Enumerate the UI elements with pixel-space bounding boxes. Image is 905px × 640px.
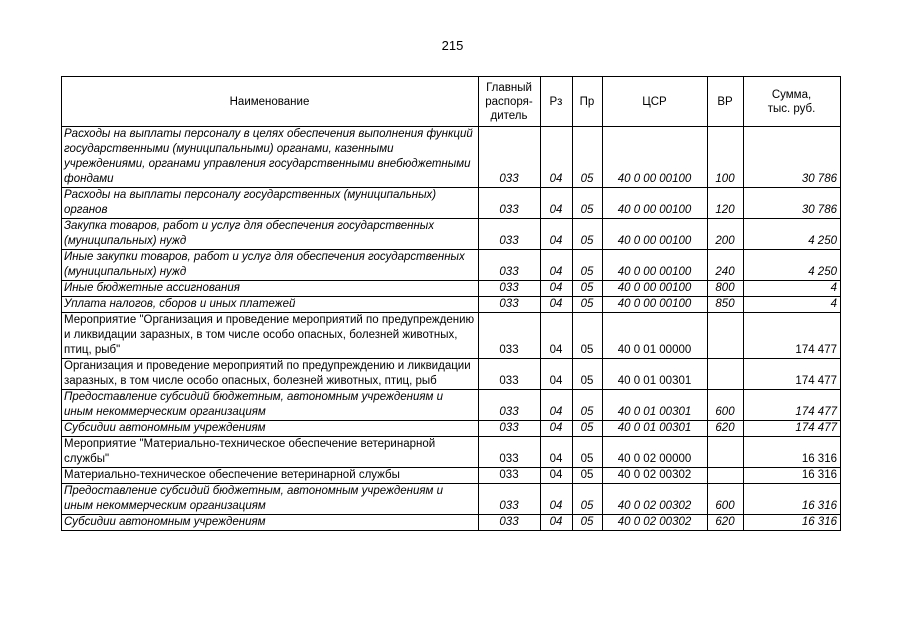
cell-sum: 30 786 (744, 127, 841, 188)
cell-rz: 04 (541, 468, 573, 484)
cell-main-manager: 033 (479, 468, 541, 484)
table-row (62, 390, 841, 421)
table-row (62, 219, 841, 250)
cell-name: Субсидии автономным учреждениям (62, 421, 479, 437)
cell-csr: 40 0 02 00302 (603, 484, 708, 515)
cell-csr: 40 0 02 00302 (603, 515, 708, 531)
header-main-manager-line-3: дитель (490, 109, 528, 122)
cell-sum: 174 477 (744, 421, 841, 437)
cell-main-manager: 033 (479, 515, 541, 531)
cell-sum: 4 250 (744, 250, 841, 281)
header-main-manager-line-2: распоря- (485, 95, 533, 108)
cell-rz: 04 (541, 188, 573, 219)
header-csr: ЦСР (603, 77, 708, 127)
cell-pr: 05 (573, 281, 603, 297)
cell-pr: 05 (573, 515, 603, 531)
cell-csr: 40 0 00 00100 (603, 250, 708, 281)
cell-name: Мероприятие "Материально-техническое обеспечение ветеринарной службы" (62, 437, 479, 468)
cell-vr: 200 (708, 219, 744, 250)
cell-main-manager: 033 (479, 127, 541, 188)
cell-vr: 600 (708, 390, 744, 421)
cell-pr: 05 (573, 250, 603, 281)
cell-csr: 40 0 00 00100 (603, 219, 708, 250)
cell-pr: 05 (573, 188, 603, 219)
header-row (62, 77, 841, 127)
header-sum-line-2: тыс. руб. (767, 102, 816, 115)
cell-rz: 04 (541, 515, 573, 531)
cell-name: Материально-техническое обеспечение ветеринарной службы (62, 468, 479, 484)
cell-sum: 4 (744, 297, 841, 313)
cell-vr (708, 468, 744, 484)
table-row (62, 515, 841, 531)
cell-rz: 04 (541, 250, 573, 281)
cell-vr: 620 (708, 515, 744, 531)
cell-rz: 04 (541, 359, 573, 390)
cell-pr: 05 (573, 484, 603, 515)
header-sum (744, 77, 841, 127)
cell-vr: 620 (708, 421, 744, 437)
cell-pr: 05 (573, 297, 603, 313)
cell-main-manager: 033 (479, 421, 541, 437)
cell-csr: 40 0 00 00100 (603, 188, 708, 219)
cell-pr: 05 (573, 390, 603, 421)
cell-sum: 16 316 (744, 515, 841, 531)
cell-vr: 120 (708, 188, 744, 219)
cell-name: Иные бюджетные ассигнования (62, 281, 479, 297)
cell-name: Закупка товаров, работ и услуг для обеспечения государственных (муниципальных) нужд (62, 219, 479, 250)
cell-main-manager: 033 (479, 250, 541, 281)
cell-csr: 40 0 01 00301 (603, 421, 708, 437)
cell-csr: 40 0 01 00301 (603, 359, 708, 390)
cell-sum: 174 477 (744, 390, 841, 421)
cell-name: Мероприятие "Организация и проведение мероприятий по предупреждению и ликвидации заразных, в том числе особо опасных, болезней животных, птиц, рыб" (62, 313, 479, 359)
cell-main-manager: 033 (479, 437, 541, 468)
cell-sum: 30 786 (744, 188, 841, 219)
cell-sum: 174 477 (744, 313, 841, 359)
cell-vr (708, 313, 744, 359)
cell-main-manager: 033 (479, 484, 541, 515)
table-row (62, 281, 841, 297)
cell-sum: 16 316 (744, 468, 841, 484)
cell-name: Уплата налогов, сборов и иных платежей (62, 297, 479, 313)
header-pr: Пр (573, 77, 603, 127)
table-row (62, 127, 841, 188)
cell-sum: 4 250 (744, 219, 841, 250)
cell-csr: 40 0 01 00000 (603, 313, 708, 359)
cell-rz: 04 (541, 297, 573, 313)
cell-vr (708, 359, 744, 390)
cell-vr: 240 (708, 250, 744, 281)
cell-csr: 40 0 00 00100 (603, 297, 708, 313)
cell-vr: 100 (708, 127, 744, 188)
table-row (62, 421, 841, 437)
cell-csr: 40 0 02 00302 (603, 468, 708, 484)
table-row (62, 250, 841, 281)
cell-name: Расходы на выплаты персоналу государственных (муниципальных) органов (62, 188, 479, 219)
cell-rz: 04 (541, 219, 573, 250)
budget-table (61, 76, 841, 531)
cell-pr: 05 (573, 421, 603, 437)
cell-name: Предоставление субсидий бюджетным, автономным учреждениям и иным некоммерческим организациям (62, 390, 479, 421)
cell-vr: 800 (708, 281, 744, 297)
cell-vr: 850 (708, 297, 744, 313)
header-sum-line-1: Сумма, (771, 88, 812, 101)
table-row (62, 484, 841, 515)
cell-name: Иные закупки товаров, работ и услуг для обеспечения государственных (муниципальных) нужд (62, 250, 479, 281)
cell-main-manager: 033 (479, 219, 541, 250)
header-main-manager (479, 77, 541, 127)
cell-pr: 05 (573, 219, 603, 250)
cell-main-manager: 033 (479, 297, 541, 313)
cell-rz: 04 (541, 313, 573, 359)
header-vr: ВР (708, 77, 744, 127)
header-rz: Рз (541, 77, 573, 127)
header-name: Наименование (62, 77, 479, 127)
cell-csr: 40 0 00 00100 (603, 281, 708, 297)
table-row (62, 468, 841, 484)
cell-pr: 05 (573, 127, 603, 188)
page-number: 215 (441, 38, 464, 53)
cell-name: Расходы на выплаты персоналу в целях обеспечения выполнения функций государственными (муниципальными) органами, казенными учреждениями, органами управления государственными внебюджетными фондами (62, 127, 479, 188)
cell-main-manager: 033 (479, 359, 541, 390)
cell-main-manager: 033 (479, 390, 541, 421)
cell-pr: 05 (573, 468, 603, 484)
table-row (62, 188, 841, 219)
cell-sum: 4 (744, 281, 841, 297)
cell-rz: 04 (541, 390, 573, 421)
cell-pr: 05 (573, 313, 603, 359)
cell-csr: 40 0 01 00301 (603, 390, 708, 421)
cell-name: Субсидии автономным учреждениям (62, 515, 479, 531)
cell-main-manager: 033 (479, 313, 541, 359)
cell-sum: 16 316 (744, 484, 841, 515)
cell-vr (708, 437, 744, 468)
cell-rz: 04 (541, 421, 573, 437)
cell-name: Предоставление субсидий бюджетным, автономным учреждениям и иным некоммерческим организациям (62, 484, 479, 515)
cell-pr: 05 (573, 359, 603, 390)
cell-rz: 04 (541, 484, 573, 515)
cell-vr: 600 (708, 484, 744, 515)
table-row (62, 359, 841, 390)
cell-name: Организация и проведение мероприятий по предупреждению и ликвидации заразных, в том числе особо опасных, болезней животных, птиц, рыб (62, 359, 479, 390)
table-row (62, 297, 841, 313)
cell-csr: 40 0 00 00100 (603, 127, 708, 188)
cell-main-manager: 033 (479, 281, 541, 297)
cell-sum: 174 477 (744, 359, 841, 390)
cell-rz: 04 (541, 127, 573, 188)
header-main-manager-line-1: Главный (486, 81, 532, 94)
cell-rz: 04 (541, 437, 573, 468)
cell-sum: 16 316 (744, 437, 841, 468)
cell-csr: 40 0 02 00000 (603, 437, 708, 468)
cell-rz: 04 (541, 281, 573, 297)
table-row (62, 437, 841, 468)
table-row (62, 313, 841, 359)
cell-main-manager: 033 (479, 188, 541, 219)
cell-pr: 05 (573, 437, 603, 468)
